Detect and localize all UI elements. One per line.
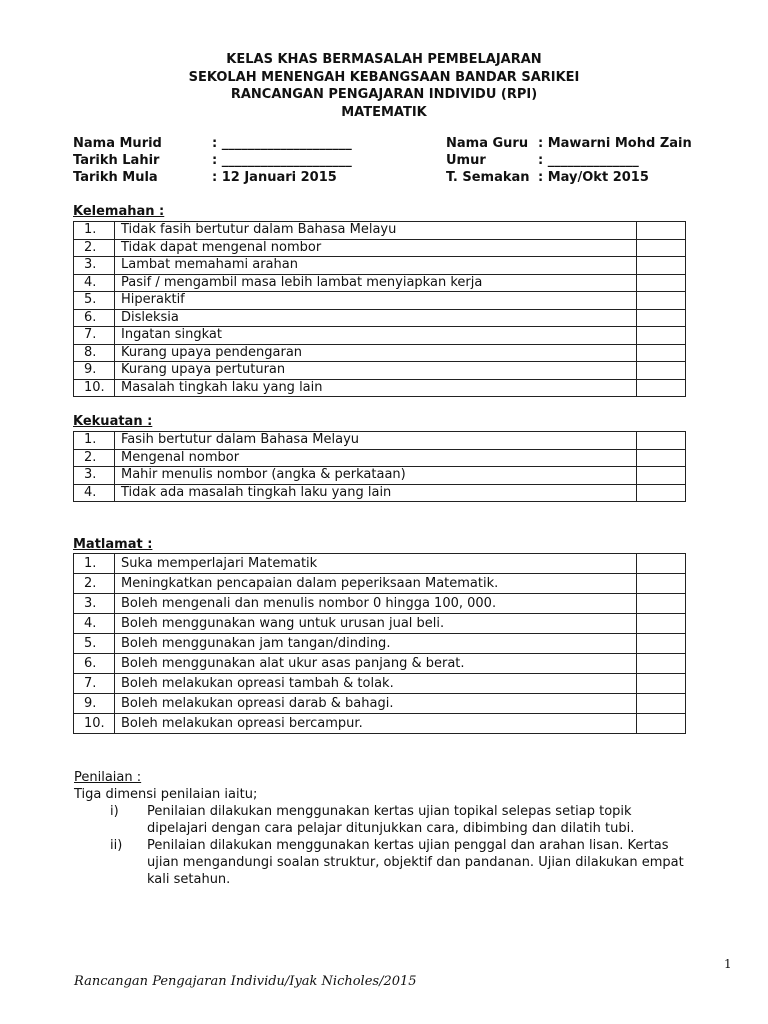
header-plan-title: RANCANGAN PENGAJARAN INDIVIDU (RPI) [230,87,538,102]
row-number: 1. [74,222,115,240]
document-header [0,51,768,121]
roman-numeral: i) [110,804,119,819]
row-number: 4. [74,274,115,292]
penilaian-item-2 [74,837,724,888]
value-nama-murid: : ____________________ [212,136,352,151]
table-row [74,362,686,380]
row-text: Masalah tingkah laku yang lain [115,379,637,397]
row-number: 4. [74,614,115,634]
row-text: Tidak fasih bertutur dalam Bahasa Melayu [115,222,637,240]
table-row [74,222,686,240]
row-text: Boleh menggunakan wang untuk urusan jual beli. [115,614,637,634]
table-row [74,674,686,694]
row-number: 10. [74,379,115,397]
penilaian-item-line: Penilaian dilakukan menggunakan kertas ujian topikal selepas setiap topik [147,804,632,819]
row-number: 2. [74,574,115,594]
row-number: 10. [74,714,115,734]
checkbox-cell[interactable] [637,674,686,694]
row-number: 2. [74,449,115,467]
row-text: Lambat memahami arahan [115,257,637,275]
row-number: 6. [74,654,115,674]
checkbox-cell[interactable] [637,594,686,614]
table-row [74,379,686,397]
matlamat-title: Matlamat : [73,537,153,552]
row-number: 7. [74,674,115,694]
table-row [74,714,686,734]
checkbox-cell[interactable] [637,222,686,240]
row-number: 1. [74,432,115,450]
row-number: 5. [74,292,115,310]
row-number: 3. [74,257,115,275]
value-umur: : ______________ [538,153,639,168]
info-row-1 [0,136,768,154]
checkbox-cell[interactable] [637,467,686,485]
table-row [74,292,686,310]
info-row-2 [0,153,768,171]
row-number: 8. [74,344,115,362]
kelemahan-table [73,221,686,397]
row-text: Tidak ada masalah tingkah laku yang lain [115,484,637,502]
label-t-semakan: T. Semakan [446,170,530,185]
checkbox-cell[interactable] [637,574,686,594]
checkbox-cell[interactable] [637,362,686,380]
table-row [74,309,686,327]
table-row [74,449,686,467]
row-number: 9. [74,694,115,714]
row-text: Pasif / mengambil masa lebih lambat menyiapkan kerja [115,274,637,292]
table-row [74,594,686,614]
table-row [74,239,686,257]
penilaian-item-line: Penilaian dilakukan menggunakan kertas ujian penggal dan arahan lisan. Kertas [147,838,669,853]
header-school-program: KELAS KHAS BERMASALAH PEMBELAJARAN [226,52,542,67]
penilaian-item-line: kali setahun. [147,872,231,887]
label-nama-murid: Nama Murid [73,136,162,151]
row-number: 1. [74,554,115,574]
row-text: Mahir menulis nombor (angka & perkataan) [115,467,637,485]
value-nama-guru: : Mawarni Mohd Zain [538,136,692,151]
row-text: Suka memperlajari Matematik [115,554,637,574]
kekuatan-title: Kekuatan : [73,414,153,429]
table-row [74,654,686,674]
checkbox-cell[interactable] [637,274,686,292]
checkbox-cell[interactable] [637,694,686,714]
row-number: 7. [74,327,115,345]
row-text: Kurang upaya pendengaran [115,344,637,362]
row-text: Ingatan singkat [115,327,637,345]
penilaian-intro: Tiga dimensi penilaian iaitu; [74,787,258,802]
kekuatan-table [73,431,686,502]
kelemahan-title: Kelemahan : [73,204,165,219]
row-text: Boleh menggunakan jam tangan/dinding. [115,634,637,654]
checkbox-cell[interactable] [637,309,686,327]
table-row [74,274,686,292]
row-text: Mengenal nombor [115,449,637,467]
row-number: 5. [74,634,115,654]
row-number: 6. [74,309,115,327]
label-nama-guru: Nama Guru [446,136,529,151]
row-text: Boleh melakukan opreasi tambah & tolak. [115,674,637,694]
row-text: Boleh melakukan opreasi bercampur. [115,714,637,734]
row-number: 9. [74,362,115,380]
page-footer: Rancangan Pengajaran Individu/Iyak Nicholes/2015 [74,974,417,989]
table-row [74,634,686,654]
checkbox-cell[interactable] [637,432,686,450]
penilaian-item-line: dipelajari dengan cara pelajar ditunjukkan cara, dibimbing dan dilatih tubi. [147,821,635,836]
page-number: 1 [724,957,732,971]
table-row [74,554,686,574]
penilaian-section [74,769,724,888]
checkbox-cell[interactable] [637,614,686,634]
row-number: 2. [74,239,115,257]
header-school-name: SEKOLAH MENENGAH KEBANGSAAN BANDAR SARIKEI [188,69,580,85]
checkbox-cell[interactable] [637,239,686,257]
penilaian-item-line: ujian mengandungi soalan struktur, objektif dan pandanan. Ujian dilakukan empat [147,855,684,870]
info-row-3 [0,170,768,188]
row-text: Boleh melakukan opreasi darab & bahagi. [115,694,637,714]
value-tarikh-mula: : 12 Januari 2015 [212,170,337,185]
table-row [74,694,686,714]
checkbox-cell[interactable] [637,292,686,310]
label-tarikh-lahir: Tarikh Lahir [73,153,160,168]
label-umur: Umur [446,153,486,168]
row-text: Tidak dapat mengenal nombor [115,239,637,257]
table-row [74,257,686,275]
checkbox-cell[interactable] [637,654,686,674]
row-text: Hiperaktif [115,292,637,310]
penilaian-item-1 [74,803,724,837]
table-row [74,344,686,362]
row-number: 3. [74,467,115,485]
matlamat-table [73,553,686,734]
checkbox-cell[interactable] [637,554,686,574]
table-row [74,467,686,485]
header-subject: MATEMATIK [341,104,427,120]
table-row [74,327,686,345]
checkbox-cell[interactable] [637,379,686,397]
checkbox-cell[interactable] [637,344,686,362]
checkbox-cell[interactable] [637,634,686,654]
table-row [74,574,686,594]
row-number: 3. [74,594,115,614]
checkbox-cell[interactable] [637,449,686,467]
table-row [74,614,686,634]
checkbox-cell[interactable] [637,257,686,275]
row-number: 4. [74,484,115,502]
row-text: Boleh mengenali dan menulis nombor 0 hingga 100, 000. [115,594,637,614]
checkbox-cell[interactable] [637,327,686,345]
value-tarikh-lahir: : ____________________ [212,153,352,168]
row-text: Meningkatkan pencapaian dalam peperiksaan Matematik. [115,574,637,594]
checkbox-cell[interactable] [637,714,686,734]
checkbox-cell[interactable] [637,484,686,502]
value-t-semakan: : May/Okt 2015 [538,170,649,185]
row-text: Boleh menggunakan alat ukur asas panjang & berat. [115,654,637,674]
table-row [74,432,686,450]
roman-numeral: ii) [110,838,123,853]
penilaian-title: Penilaian : [74,770,142,785]
row-text: Fasih bertutur dalam Bahasa Melayu [115,432,637,450]
row-text: Kurang upaya pertuturan [115,362,637,380]
row-text: Disleksia [115,309,637,327]
label-tarikh-mula: Tarikh Mula [73,170,158,185]
table-row [74,484,686,502]
